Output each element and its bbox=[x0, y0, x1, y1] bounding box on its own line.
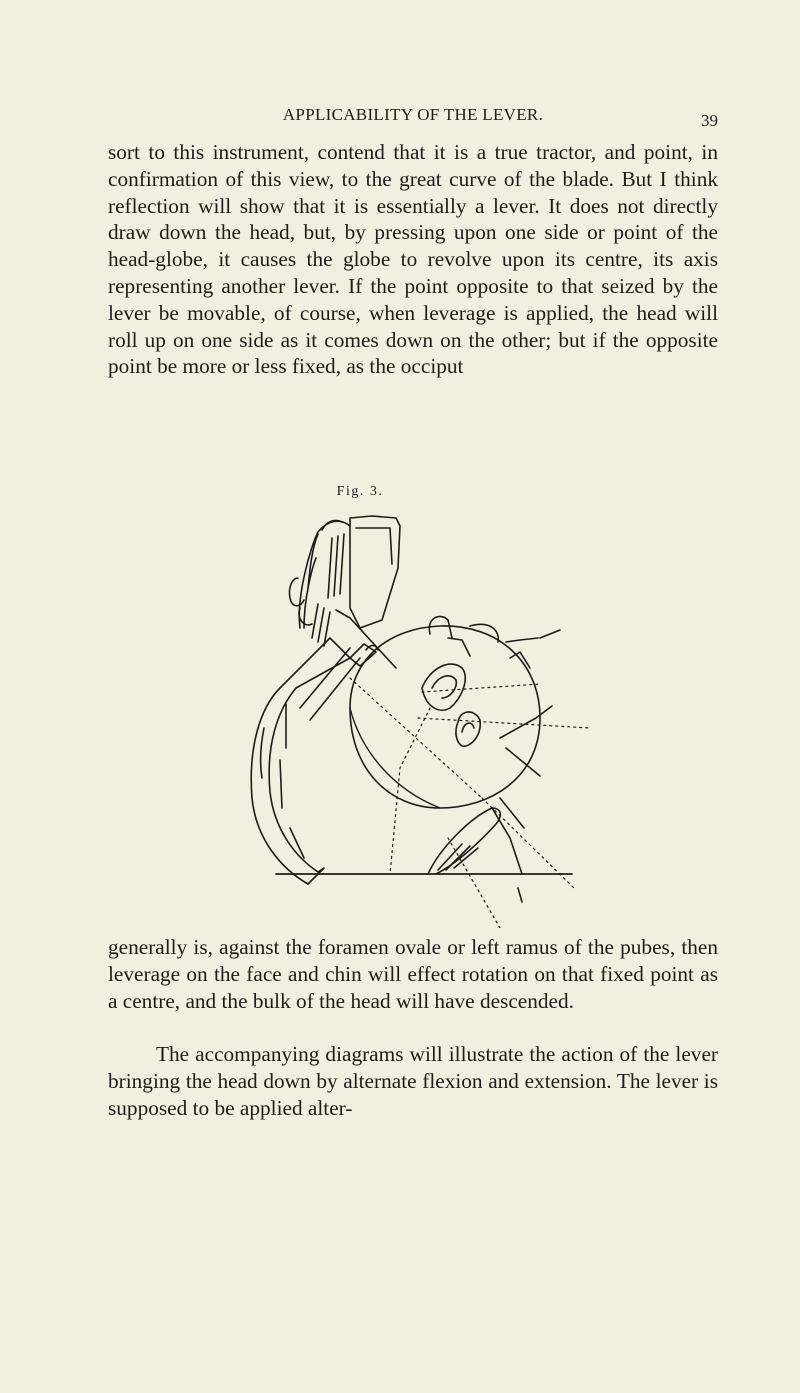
page-number: 39 bbox=[701, 111, 718, 130]
base-markers bbox=[518, 888, 522, 902]
figure-3-illustration bbox=[200, 508, 600, 928]
paragraph-1: sort to this instrument, contend that it is a true tractor, and point, in confirmation of this view, to the great curve of the blade. But I think reflection will show that it is essentially a lever. It does not directly draw down the head, but, by pressing upon one side or point of the head-globe, it causes the globe to revolve upon its centre, its axis representing another lever. If the point opposite to that seized by the lever be movable, of course, when leverage is applied, the head will roll up on one side as it comes down on the other; but if the opposite point be more or less fixed, as the occiput bbox=[108, 140, 718, 379]
head-globe bbox=[350, 626, 540, 808]
axis-lines bbox=[336, 610, 560, 828]
paragraph-3: The accompanying diagrams will illustrate the action of the lever bringing the head down by alternate flexion and extension. The lever is supposed to be applied alter- bbox=[108, 1042, 718, 1120]
lower-blade bbox=[428, 808, 522, 874]
paragraph-2: generally is, against the foramen ovale or left ramus of the pubes, then leverage on the face and chin will effect rotation on that fixed point as a centre, and the bulk of the head will have descended. bbox=[108, 935, 718, 1013]
lever-blade bbox=[251, 638, 378, 884]
lever-handle-hand bbox=[289, 516, 400, 646]
dotted-guides bbox=[350, 678, 590, 928]
running-head bbox=[108, 103, 718, 133]
figure-caption: Fig. 3. bbox=[336, 484, 384, 499]
running-title: APPLICABILITY OF THE LEVER. bbox=[282, 105, 544, 124]
